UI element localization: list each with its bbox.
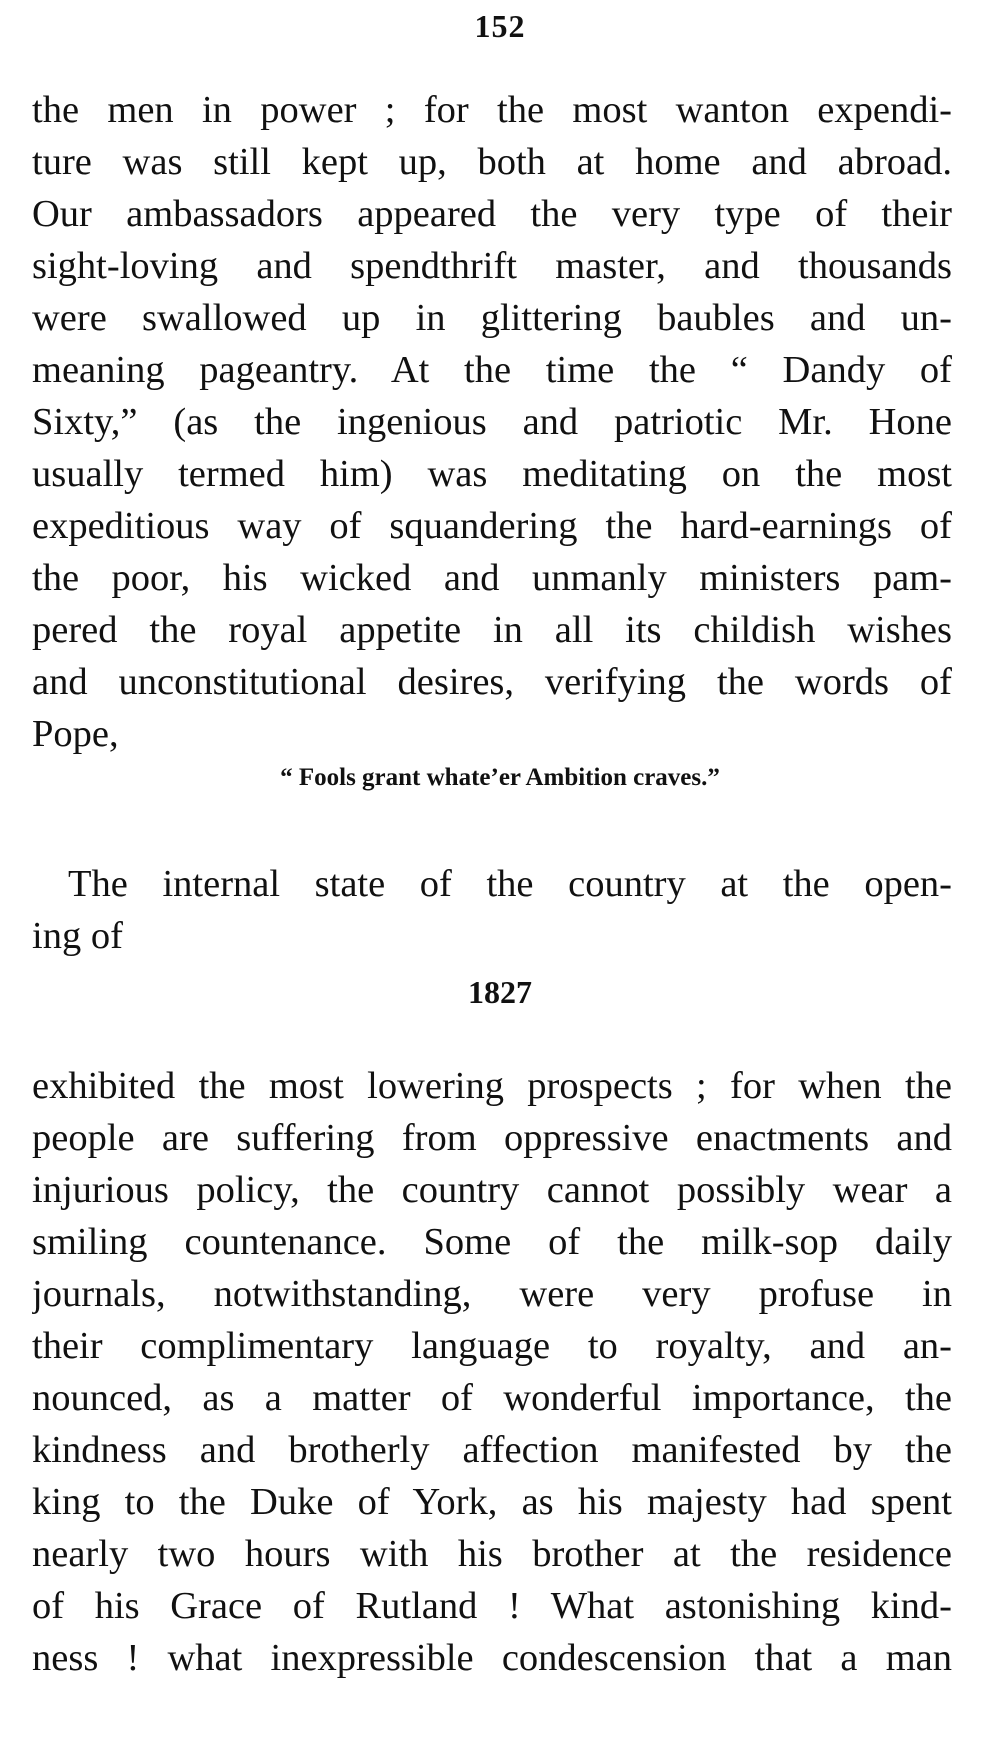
text-line: their complimentary language to royalty, and an- [32, 1325, 952, 1367]
text-line: nounced, as a matter of wonderful importance, the [32, 1377, 952, 1419]
text-line: the men in power ; for the most wanton expendi- [32, 89, 952, 131]
text-line: king to the Duke of York, as his majesty had spent [32, 1481, 952, 1523]
text-line: injurious policy, the country cannot possibly wear a [32, 1169, 952, 1211]
text-line: sight-loving and spendthrift master, and thousands [32, 245, 952, 287]
text-line: meaning pageantry. At the time the “ Dandy of [32, 349, 952, 391]
text-line: people are suffering from oppressive enactments and [32, 1117, 952, 1159]
text-line: nearly two hours with his brother at the residence [32, 1533, 952, 1575]
text-line: were swallowed up in glittering baubles and un- [32, 297, 952, 339]
paragraph-3 [32, 1060, 952, 1684]
text-line: ness ! what inexpressible condescension that a man [32, 1637, 952, 1679]
text-line: Our ambassadors appeared the very type of their [32, 193, 952, 235]
page-number: 152 [474, 8, 526, 44]
text-line: expeditious way of squandering the hard-earnings of [32, 505, 952, 547]
text-line: pered the royal appetite in all its childish wishes [32, 609, 952, 651]
pope-quotation: “ Fools grant whate’er Ambition craves.” [280, 764, 720, 791]
text-line: kindness and brotherly affection manifested by the [32, 1429, 952, 1471]
text-line: the poor, his wicked and unmanly ministers pam- [32, 557, 952, 599]
text-line: Pope, [32, 713, 119, 755]
text-line: Sixty,” (as the ingenious and patriotic Mr. Hone [32, 401, 952, 443]
text-line: exhibited the most lowering prospects ; for when the [32, 1065, 952, 1107]
paragraph-2 [32, 858, 952, 962]
text-line: The internal state of the country at the open- [68, 863, 952, 905]
text-line: smiling countenance. Some of the milk-sop daily [32, 1221, 952, 1263]
text-line: and unconstitutional desires, verifying the words of [32, 661, 952, 703]
text-line: journals, notwithstanding, were very profuse in [32, 1273, 952, 1315]
text-line: usually termed him) was meditating on the most [32, 453, 952, 495]
text-line: of his Grace of Rutland ! What astonishing kind- [32, 1585, 952, 1627]
text-line: ture was still kept up, both at home and abroad. [32, 141, 952, 183]
text-line: ing of [32, 915, 123, 957]
year-heading: 1827 [468, 974, 532, 1010]
paragraph-1 [32, 84, 952, 760]
